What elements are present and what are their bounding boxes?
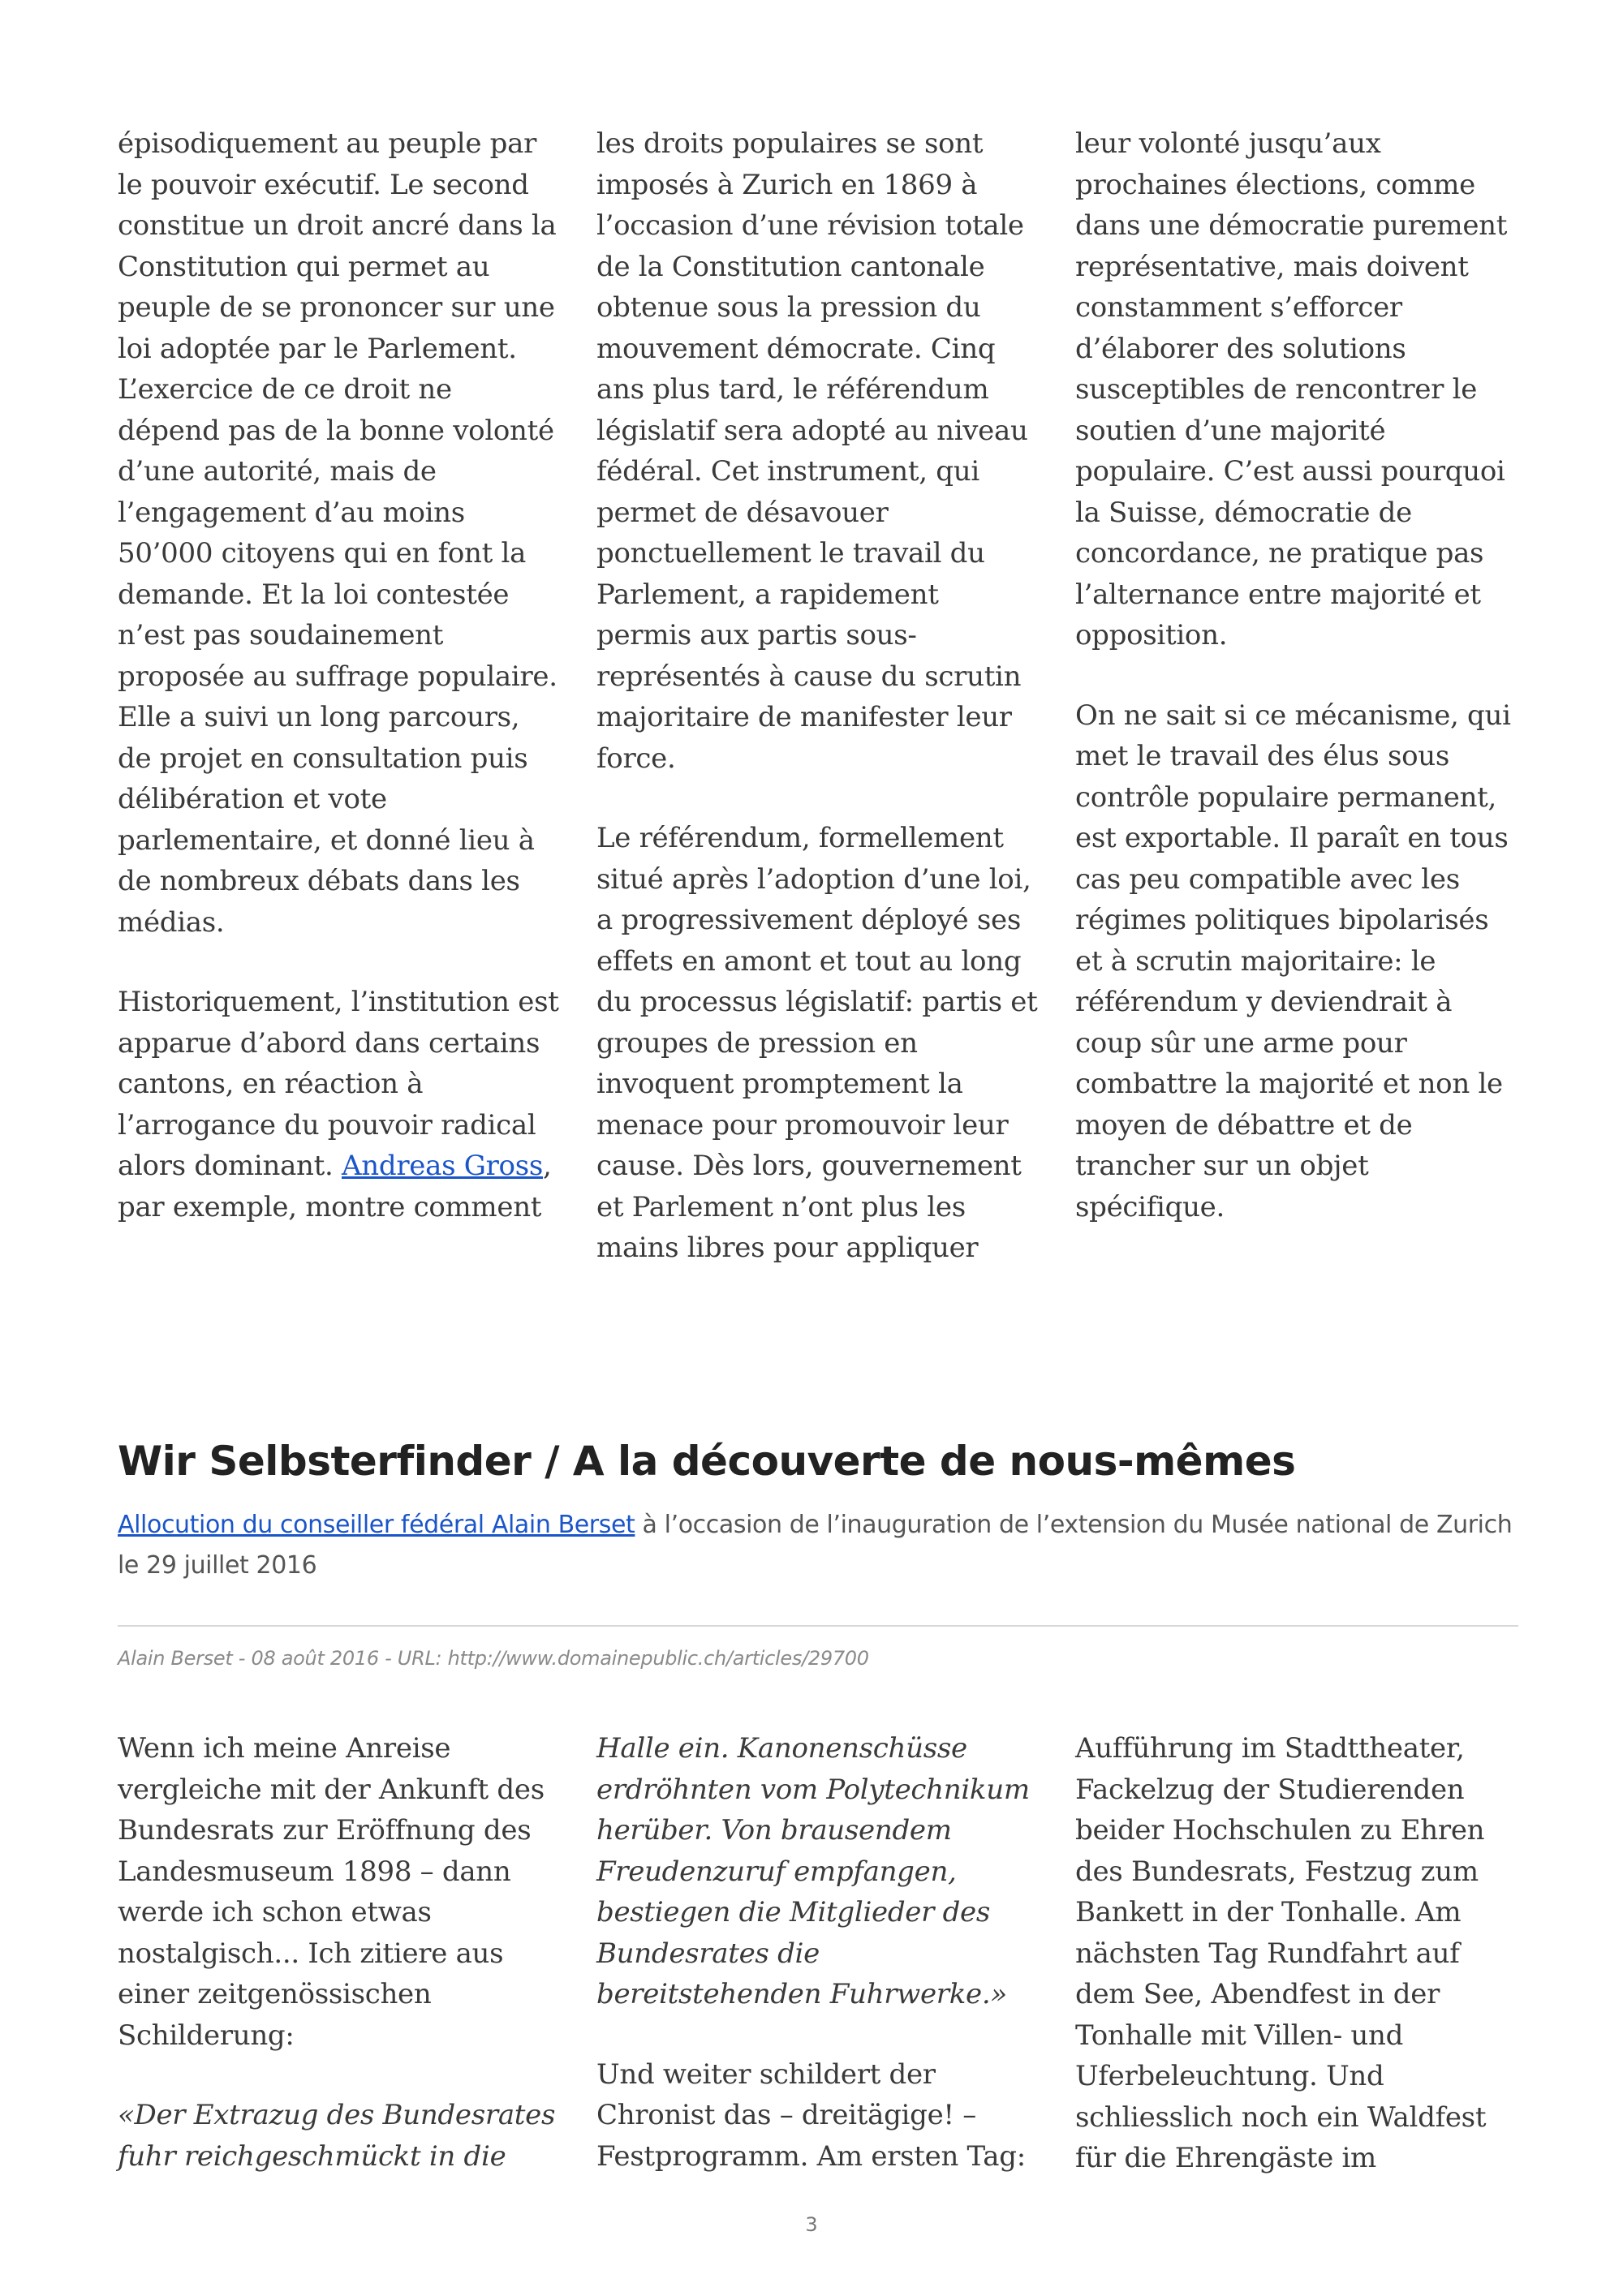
quote-paragraph	[118, 2095, 561, 2177]
article-title: Wir Selbsterfinder / A la découverte de nous-mêmes	[118, 1438, 1296, 1485]
quote-paragraph	[596, 1728, 1040, 2015]
link-andreas-gross[interactable]: Andreas Gross	[342, 1150, 544, 1182]
column-3	[1075, 123, 1518, 1269]
text-run: Historiquement, l’institution est apparue d’abord dans certains cantons, en réaction à l’arrogance du pouvoir radical alors dominant.	[118, 986, 559, 1182]
text-run: Halle ein. Kanonenschüsse erdröhnten vom Polytechnikum herüber. Von brausendem Freudenzuruf empfangen, bestiegen die Mitglieder des Bundesrates die bereitstehenden Fuhrwerke.»	[596, 1732, 1030, 2010]
paragraph	[118, 982, 561, 1228]
text-run: Wenn ich meine Anreise vergleiche mit der Ankunft des Bundesrats zur Eröffnung des Landesmuseum 1898 – dann werde ich schon etwas nostalgisch... Ich zitiere aus einer zeitgenössischen Schilderung:	[118, 1732, 545, 2052]
lead-text: à l’occasion de l’inauguration de l’extension du Musée national de Zurich le 29 juillet 2016	[118, 1511, 1513, 1580]
divider	[118, 1625, 1518, 1627]
bottom-article-columns	[118, 1728, 1518, 2179]
text-run: épisodiquement au peuple par le pouvoir exécutif. Le second constitue un droit ancré dans la Constitution qui permet au peuple de se prononcer sur une loi adoptée par le Parlement. L’exercice de ce droit ne dépend pas de la bonne volonté d’une autorité, mais de l’engagement d’au moins 50’000 citoyens qui en font la demande. Et la loi contestée n’est pas soudainement proposée au suffrage populaire. Elle a suivi un long parcours, de projet en consultation puis délibération et vote parlementaire, et donné lieu à de nombreux débats dans les médias.	[118, 127, 558, 939]
paragraph	[1075, 1728, 1518, 2179]
article-meta: Alain Berset - 08 août 2016 - URL: http://www.domainepublic.ch/articles/29700	[118, 1647, 869, 1670]
text-run: les droits populaires se sont imposés à Zurich en 1869 à l’occasion d’une révision totale de la Constitution cantonale obtenue sous la pression du mouvement démocrate. Cinq ans plus tard, le référendum législatif sera adopté au niveau fédéral. Cet instrument, qui permet de désavouer ponctuellement le travail du Parlement, a rapidement permis aux partis sous-représentés à cause du scrutin majoritaire de manifester leur force.	[596, 127, 1028, 775]
text-run: Le référendum, formellement situé après l’adoption d’une loi, a progressivement déployé ses effets en amont et tout au long du processus législatif: partis et groupes de pression en invoquent promptement la menace pour promouvoir leur cause. Dès lors, gouvernement et Parlement n’ont plus les mains libres pour appliquer	[596, 822, 1038, 1264]
column-3	[1075, 1728, 1518, 2179]
column-2	[596, 1728, 1040, 2179]
paragraph	[118, 1728, 561, 2056]
text-run: «Der Extrazug des Bundesrates fuhr reichgeschmückt in die	[118, 2099, 556, 2173]
paragraph	[596, 818, 1040, 1269]
article-lead	[118, 1505, 1530, 1586]
column-1	[118, 123, 561, 1269]
paragraph	[1075, 123, 1518, 656]
text-run: Und weiter schildert der Chronist das – dreitägige! – Festprogramm. Am ersten Tag:	[596, 2057, 1026, 2173]
paragraph	[596, 2054, 1040, 2178]
text-run: Aufführung im Stadttheater, Fackelzug der Studierenden beider Hochschulen zu Ehren des Bundesrats, Festzug zum Bankett in der Tonhalle. Am nächsten Tag Rundfahrt auf dem See, Abendfest in der Tonhalle mit Villen- und Uferbeleuchtung. Und schliesslich noch ein Waldfest für die Ehrengäste im	[1075, 1732, 1487, 2174]
column-2	[596, 123, 1040, 1269]
page-number: 3	[805, 2213, 818, 2236]
column-1	[118, 1728, 561, 2179]
text-run: On ne sait si ce mécanisme, qui met le travail des élus sous contrôle populaire permanent, est exportable. Il paraît en tous cas peu compatible avec les régimes politiques bipolarisés et à scrutin majoritaire: le référendum y deviendrait à coup sûr une arme pour combattre la majorité et non le moyen de débattre et de trancher sur un objet spécifique.	[1075, 699, 1511, 1223]
paragraph	[118, 123, 561, 943]
lead-link-allocution[interactable]: Allocution du conseiller fédéral Alain Berset	[118, 1511, 635, 1539]
text-run: leur volonté jusqu’aux prochaines élections, comme dans une démocratie purement représentative, mais doivent constamment s’efforcer d’élaborer des solutions susceptibles de rencontrer le soutien d’une majorité populaire. C’est aussi pourquoi la Suisse, démocratie de concordance, ne pratique pas l’alternance entre majorité et opposition.	[1075, 127, 1508, 651]
top-article-columns	[118, 123, 1518, 1269]
paragraph	[1075, 695, 1518, 1228]
text-run: , par exemple, montre comment	[118, 1150, 552, 1223]
paragraph	[596, 123, 1040, 779]
